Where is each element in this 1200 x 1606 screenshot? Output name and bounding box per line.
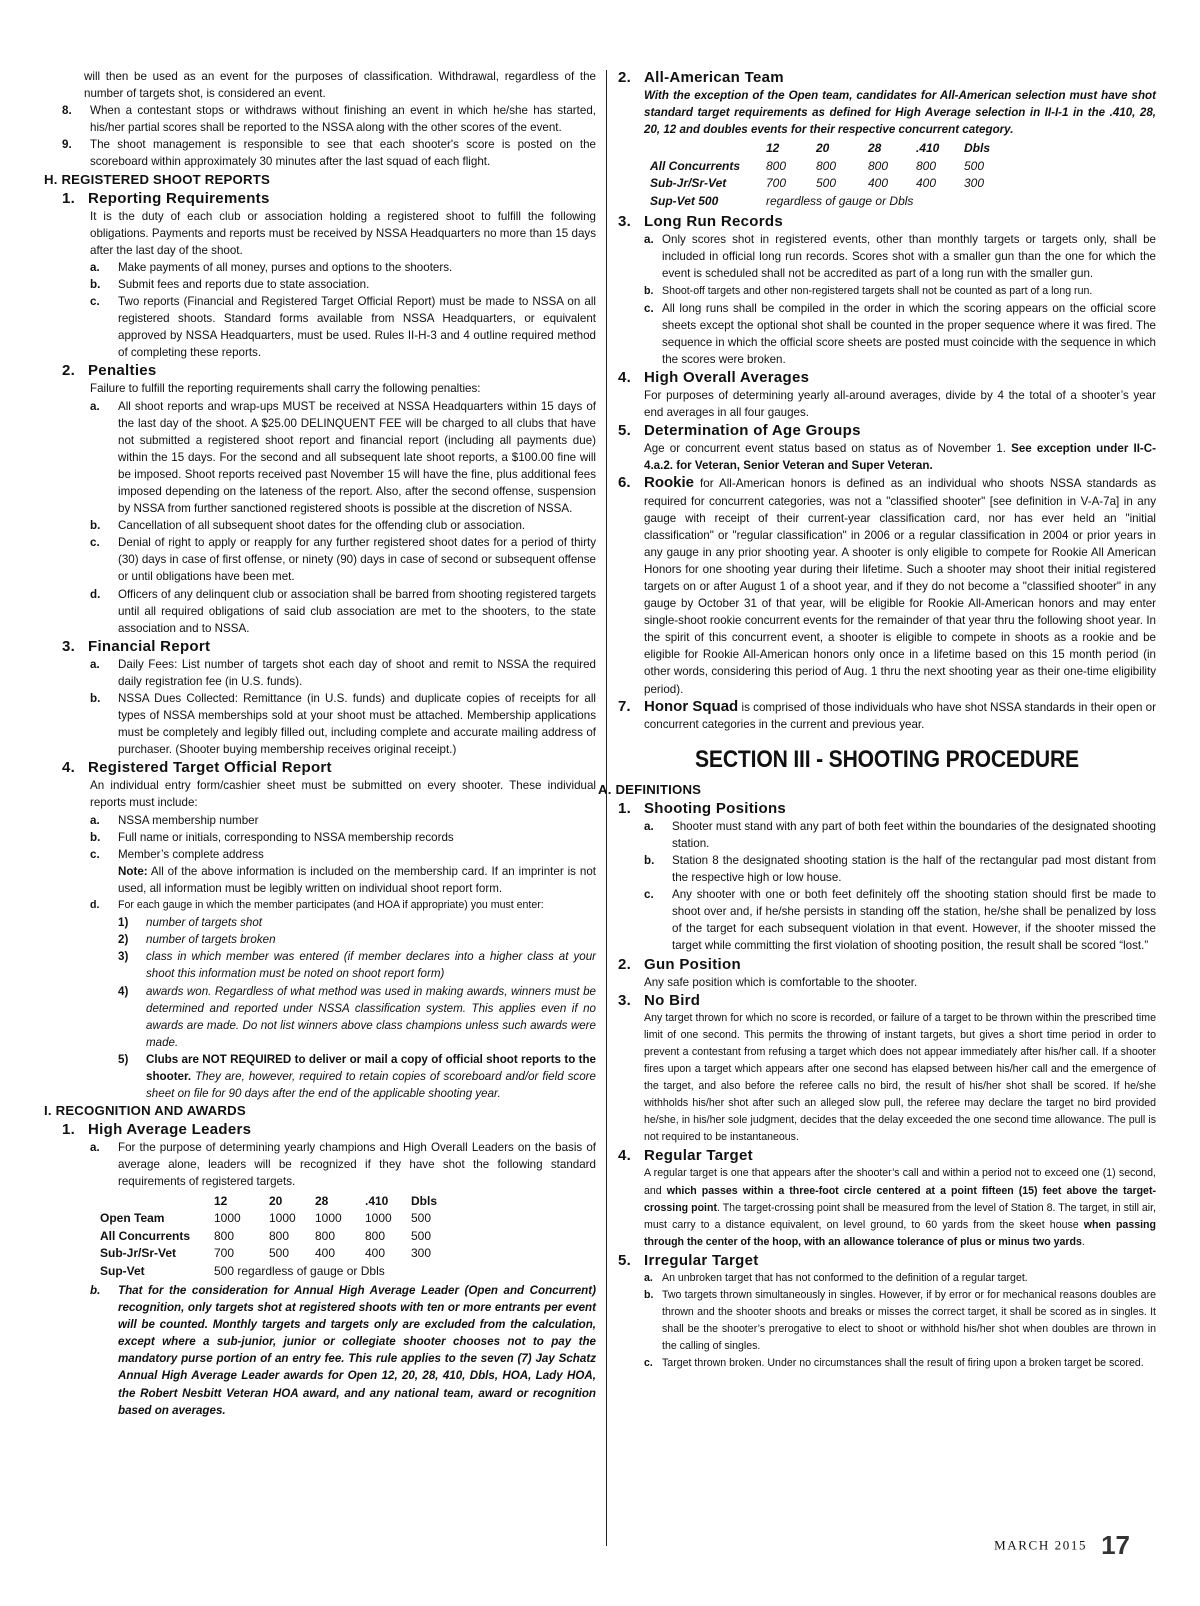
high-average-table <box>100 1192 451 1280</box>
table-row: Sup-Vet 500 regardless of gauge or Dbls <box>650 193 914 208</box>
section-title: SECTION III - SHOOTING PROCEDURE <box>695 745 1079 773</box>
subsection-heading: 2. Gun Position <box>618 955 741 973</box>
page-footer <box>994 1530 1130 1561</box>
list-item: 9. The shoot management is responsible to see that each shooter's score is posted on the scoreboard within approximately 30 minutes after the last squad of each flight. <box>62 138 596 169</box>
paragraph: For purposes of determining yearly all-around averages, divide by 4 the total of a shooter’s year end averages in all four gauges. <box>644 389 1156 420</box>
list-item: 2) number of targets broken <box>118 933 276 947</box>
subsection-heading: 5. Determination of Age Groups <box>618 422 861 440</box>
table-row: Open Team 1000 1000 1000 1000 500 <box>100 1211 432 1226</box>
table-row: 12 20 28 .410 Dbls <box>766 141 991 156</box>
list-item: b. Submit fees and reports due to state association. <box>90 277 370 291</box>
table-row: All Concurrents 800 800 800 800 500 <box>100 1228 432 1243</box>
list-item: a. Make payments of all money, purses and options to the shooters. <box>90 260 453 274</box>
column-divider <box>606 70 607 1546</box>
list-item: a. For the purpose of determining yearly champions and High Overall Leaders on the basis of average alone, leaders will be recognized if they have shot the following standard requirements of registered targets. <box>90 1141 596 1189</box>
subsection-heading: 5. Irregular Target <box>618 1251 759 1269</box>
subsection-heading: 1. Shooting Positions <box>618 799 787 817</box>
table-row: All Concurrents 800 800 800 800 500 <box>650 158 985 173</box>
list-item: b. Full name or initials, corresponding to NSSA membership records <box>90 830 454 844</box>
all-american-table <box>650 140 1004 210</box>
paragraph: Any target thrown for which no score is recorded, or failure of a target to be thrown within the prescribed time limit of one second. This permits the throwing of instant targets, but gives a short time period in order to prevent a contestant from refusing a target which does not appear immediately after his/her call. If a shooter fires upon a target which appears after one second has elapsed between his/her call and the emergence of the target, and also before the referee calls no bird, the result of his/her shot shall be scored. If he/she withholds his/her shot after such an alleged slow pull, the referee may declare the target no bird provided he/she, in his/her sole judgment, decides that the delay exceeded the one second time allowance. The pull is not required to be instantaneous. <box>644 1011 1156 1144</box>
list-item: c. Denial of right to apply or reapply for any further registered shoot dates for a period of thirty (30) days in case of first offense, or ninety (90) days in case of second or subsequent offense or until obligations have been met. <box>90 536 596 584</box>
table-row: Sup-Vet 500 regardless of gauge or Dbls <box>100 1263 385 1278</box>
note: Note: All of the above information is included on the membership card. If an imprinter is not used, all information must be legibly written on individual shoot report form. <box>118 864 596 895</box>
list-item: d. For each gauge in which the member participates (and HOA if appropriate) you must enter: <box>90 899 544 912</box>
list-item: 3) class in which member was entered (if member declares into a higher class at your shoot this information must be noted on shoot report form) <box>118 950 596 981</box>
list-item: a. Only scores shot in registered events, other than monthly targets or targets only, shall be included in official long run records. Scores shot with a smaller gun than the one for which the event is scheduled shall not be accredited as part of a long run with the smaller gun. <box>644 233 1156 281</box>
list-item: d. Officers of any delinquent club or association shall be barred from shooting registered targets until all required obligations of said club association are met to the shooters, to the state association and to NSSA. <box>90 587 596 635</box>
list-item: a. Daily Fees: List number of targets shot each day of shoot and remit to NSSA the required daily registration fee (in U.S. funds). <box>90 657 596 688</box>
list-item: 5) Clubs are NOT REQUIRED to deliver or mail a copy of official shoot reports to the shooter. They are, however, required to retain copies of scoreboard and/or field score sheet on file for 90 days after the end of the applicable shooting year. <box>118 1052 596 1101</box>
subsection-heading: 2. Penalties <box>62 362 157 380</box>
subsection-heading: 4. High Overall Averages <box>618 369 810 387</box>
list-item: a. All shoot reports and wrap-ups MUST be received at NSSA Headquarters within 15 days of the last day of the shoot. A $25.00 DELINQUENT FEE will be charged to all clubs that have not submitted a registered shoot report and financial report (including all payments due) within the 15 days. For the second and all subsequent late shoot reports, a $100.00 fine will be imposed. Shoot reports received past November 15 will have the fine, plus additional fees imposed depending on the lateness of the report. Also, after the second offense, suspension by NSSA from further sanctioned registered shoots is possible at the discretion of NSSA. <box>90 399 596 516</box>
list-item-rookie: 6. Rookie for All-American honors is defined as an individual who shoots NSSA standards as required for concurrent categories, was not a "classified shooter" [see definition in V-A-7a] in any gauge with receipt of their current-year classification card, nor has ever held an "initial classification" or "regular classification" in 2006 or a regular classification in 2004 or prior years in any gauge in any prior shooting year. A shooter is only eligible to compete for Rookie All American Honors for one shooting year during their lifetime. Such a shooter may shoot their initial registered targets on or after August 1 of a shoot year, and if they do not become a "classified shooter" in any gauge by October 31 of that year, will be eligible for Rookie All-American honors and may enter single-shoot rookie concurrent events for the remainder of that year thru the following shoot year. In the spirit of this concurrent event, a shooter is eligible to compete in shoots as a rookie and be eligible for Rookie All-American honors only once in a lifetime based on this 15 month period (in other words, considering this period of Aug. 1 thru the next shooting year as their one-time eligibility period). <box>618 474 1156 696</box>
issue-date: MARCH 2015 <box>994 1537 1088 1553</box>
paragraph: An individual entry form/cashier sheet must be submitted on every shooter. These individual reports must include: <box>90 779 596 810</box>
list-item: c. Target thrown broken. Under no circumstances shall the result of firing upon a broken target be scored. <box>644 1357 1144 1370</box>
list-item: 4) awards won. Regardless of what method was used in making awards, winners must be determined and reported under NSSA classification system. This applies even if no awards are made. Do not list winners above class champions unless such awards were made. <box>118 984 596 1049</box>
list-item: b. Station 8 the designated shooting station is the half of the rectangular pad most distant from the respective high or low house. <box>644 854 1156 885</box>
subsection-heading: 2. All-American Team <box>618 69 784 86</box>
list-item: b. That for the consideration for Annual High Average Leader (Open and Concurrent) recognition, only targets shot at registered shoots with ten or more entrants per event will be counted. Monthly targets and targets only are excluded from the calculation, except where a sub-junior, junior or collegiate shooter chooses not to pay the mandatory purse portion of an entry fee. This rule applies to the seven (7) Jay Schatz Annual High Average Leader awards for Open 12, 20, 28, 410, Dbls, HOA, Lady HOA, the Robert Nesbitt Veteran HOA award, and any national team, award or recognition based on averages. <box>90 1283 596 1417</box>
paragraph: Age or concurrent event status based on status as of November 1. See exception under II-C-4.a.2. for Veteran, Senior Veteran and Super Veteran. <box>644 442 1157 473</box>
list-item: b. Shoot-off targets and other non-registered targets shall not be counted as part of a long run. <box>644 284 1093 297</box>
subsection-heading: 1. Reporting Requirements <box>62 189 270 207</box>
paragraph: It is the duty of each club or association holding a registered shoot to fulfill the following obligations. Payments and reports must be received by NSSA Headquarters no more than 15 days after the last day of the shoot. <box>90 209 596 257</box>
table-row: 12 20 28 .410 Dbls <box>214 1193 438 1208</box>
right-column <box>598 68 1157 1372</box>
subsection-heading: 3. Long Run Records <box>618 213 783 231</box>
list-item: b. Two targets thrown simultaneously in singles. However, if by error or for mechanical reasons doubles are thrown and the shooter shoots and breaks or misses the correct target, it shall be scored as in singles. It shall be the shooter’s prerogative to elect to shoot or withhold his/her shot when doubles are thrown in the calling of singles. <box>644 1288 1156 1353</box>
left-column <box>44 68 596 1419</box>
paragraph: A regular target is one that appears after the shooter’s call and within a period not to exceed one (1) second, and which passes within a three-foot circle centered at a point fifteen (15) feet above the target-crossing point. The target-crossing point shall be measured from the level of Station 8. The target, in still air, must carry to a distance equivalent, on level ground, to 60 yards from the skeet house when passing through the center of the hoop, with an allowance tolerance of plus or minus two yards. <box>644 1167 1157 1248</box>
subsection-heading: 1. High Average Leaders <box>62 1121 252 1139</box>
subsection-heading: 3. Financial Report <box>62 637 211 655</box>
subsection-heading: 4. Regular Target <box>618 1147 753 1165</box>
table-row: Sub-Jr/Sr-Vet 700 500 400 400 300 <box>100 1246 432 1261</box>
list-item: a. Shooter must stand with any part of both feet within the boundaries of the designated shooting station. <box>644 819 1156 850</box>
page-number: 17 <box>1101 1530 1130 1560</box>
paragraph: Failure to fulfill the reporting requirements shall carry the following penalties: <box>90 382 481 396</box>
paragraph: With the exception of the Open team, candidates for All-American selection must have shot standard target requirements as defined for High Average selection in II-I-1 in the .410, 28, 20, 12 and doubles events for their respective concurrent category. <box>644 89 1156 137</box>
section-heading: I. RECOGNITION AND AWARDS <box>44 1103 246 1119</box>
list-item: c. All long runs shall be compiled in the order in which the scoring appears on the official score sheets except the optional shot shall be counted in the proper sequence where it was fired. The sequence in which the official score sheets are posted must coincide with the sequence in which the scores were broken. <box>644 301 1156 366</box>
list-item: b. NSSA Dues Collected: Remittance (in U.S. funds) and duplicate copies of receipts for all types of NSSA memberships sold at your shoot must be attached. Membership applications must be completely and legibly filled out, including complete and accurate mailing address of purchaser. (Shooter buying membership receives original receipt.) <box>90 692 596 757</box>
list-item: a. An unbroken target that has not conformed to the definition of a regular target. <box>644 1271 1028 1284</box>
paragraph: Any safe position which is comfortable to the shooter. <box>644 975 918 989</box>
list-item: a. NSSA membership number <box>90 813 259 827</box>
subsection-heading: 3. No Bird <box>618 991 701 1009</box>
section-heading: H. REGISTERED SHOOT REPORTS <box>44 171 270 187</box>
continuation-text: will then be used as an event for the purposes of classification. Withdrawal, regardless of the number of targets shot, is considered an event. <box>84 70 596 101</box>
list-item-honor-squad: 7. Honor Squad is comprised of those individuals who have shot NSSA standards in their open or concurrent categories in the current and previous year. <box>618 697 1156 731</box>
list-item: c. Member’s complete address <box>90 847 264 861</box>
list-item: 1) number of targets shot <box>118 916 262 930</box>
list-item: 8. When a contestant stops or withdraws without finishing an event in which he/she has started, his/her partial scores shall be reported to the NSSA along with the other scores of the event. <box>62 104 596 135</box>
table-row: Sub-Jr/Sr-Vet 700 500 400 400 300 <box>650 176 985 191</box>
list-item: c. Any shooter with one or both feet definitely off the shooting station should first be made to shoot over and, if he/she persists in standing off the station, he/she shall be penalized by loss of the target for each subsequent violation in that event. However, if the shooter missed the target while committing the first violation of shooting position, the result shall be scored “lost.” <box>644 888 1156 953</box>
list-item: b. Cancellation of all subsequent shoot dates for the offending club or association. <box>90 519 526 533</box>
subsection-heading: 4. Registered Target Official Report <box>62 759 332 777</box>
list-item: c. Two reports (Financial and Registered Target Official Report) must be made to NSSA on all registered shoots. Standard forms available from NSSA Headquarters, or equivalent approved by NSSA Headquarters, must be used. Rules II-H-3 and 4 outline required method of completing these reports. <box>90 295 596 360</box>
section-heading: A. DEFINITIONS <box>598 781 702 797</box>
